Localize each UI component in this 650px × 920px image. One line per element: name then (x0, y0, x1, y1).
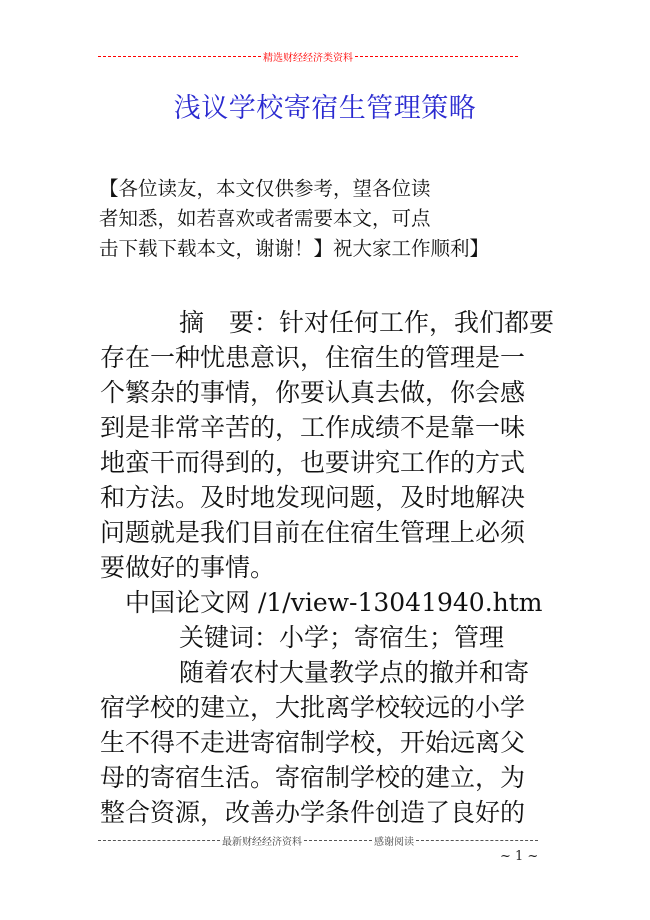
source-url-line: 中国论文网 /1/view-13041940.htm (125, 588, 543, 617)
body-line: 到是非常辛苦的，工作成绩不是靠一味 (100, 413, 526, 442)
footer-right-label: 感谢阅读 (374, 836, 414, 848)
body-line: 摘 要：针对任何工作，我们都要 (179, 308, 555, 337)
footer-left-label: 最新财经经济资料 (222, 836, 302, 848)
header-label: 精选财经经济类资料 (263, 52, 353, 63)
page-footer (98, 833, 538, 847)
body-line: 母的寄宿生活。寄宿制学校的建立，为 (100, 763, 526, 792)
body-line: 整合资源，改善办学条件创造了良好的 (100, 798, 526, 827)
footer-rule-right (416, 840, 538, 841)
notice-line: 者知悉，如若喜欢或者需要本文，可点 (99, 207, 431, 230)
document-title: 浅议学校寄宿生管理策略 (173, 93, 477, 124)
notice-line: 击下载下载本文，谢谢！】祝大家工作顺利】 (99, 237, 490, 260)
body-line: 和方法。及时地发现问题，及时地解决 (100, 483, 526, 512)
body-line: 个繁杂的事情，你要认真去做，你会感 (100, 378, 526, 407)
header-rule-right (355, 56, 518, 57)
footer-rule-middle (304, 840, 372, 841)
body-line: 要做好的事情。 (100, 553, 276, 582)
body-line: 宿学校的建立，大批离学校较远的小学 (100, 693, 526, 722)
header-rule-left (98, 56, 261, 57)
page-number: ~ 1 ~ (500, 849, 539, 864)
body-line: 存在一种忧患意识，住宿生的管理是一 (100, 343, 526, 372)
body-line: 问题就是我们目前在住宿生管理上必须 (100, 518, 526, 547)
article-body (100, 305, 558, 830)
body-line: 地蛮干而得到的，也要讲究工作的方式 (100, 448, 526, 477)
body-line: 随着农村大量教学点的撤并和寄 (179, 658, 530, 687)
keywords-line: 关键词：小学；寄宿生；管理 (179, 623, 505, 652)
download-notice (99, 174, 539, 264)
notice-line: 【各位读友，本文仅供参考，望各位读 (99, 177, 431, 200)
page-header (98, 49, 518, 63)
footer-rule-left (98, 840, 220, 841)
body-line: 生不得不走进寄宿制学校，开始远离父 (100, 728, 526, 757)
